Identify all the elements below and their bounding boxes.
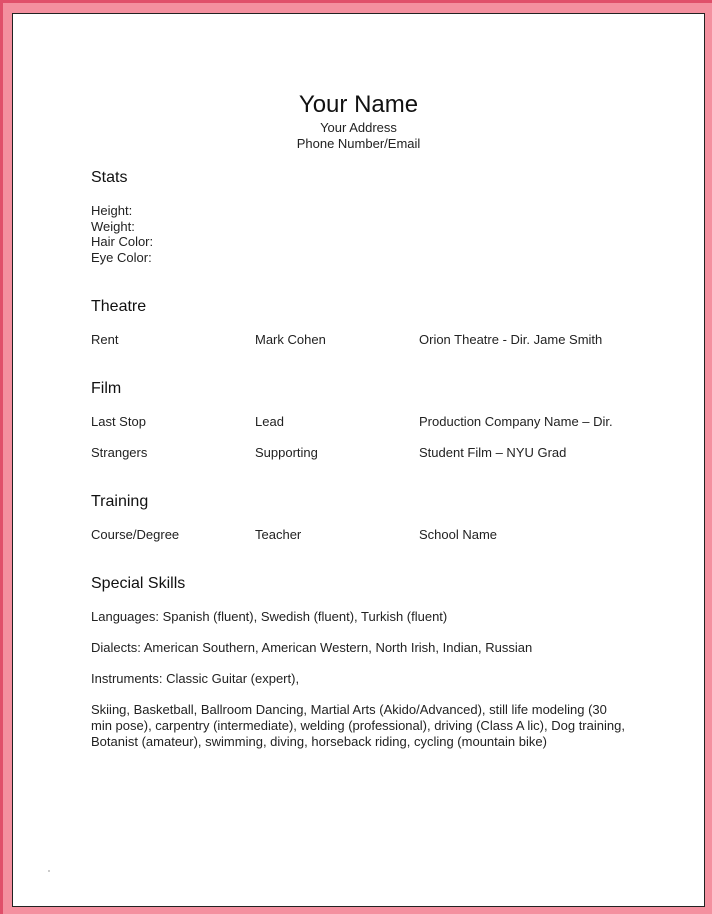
applicant-address: Your Address — [320, 120, 397, 135]
film-heading: Film — [91, 380, 122, 397]
theatre-row — [91, 332, 651, 348]
applicant-name: Your Name — [298, 91, 419, 118]
training-course: Course/Degree — [91, 527, 180, 542]
special-skills-heading: Special Skills — [91, 575, 186, 592]
theatre-show: Rent — [91, 332, 119, 347]
film-row — [91, 414, 651, 430]
skills-instruments: Instruments: Classic Guitar (expert), — [91, 671, 300, 686]
stat-height: Height: — [91, 203, 133, 218]
resume-sheet — [12, 13, 705, 907]
film-company: Student Film – NYU Grad — [419, 445, 567, 460]
training-school: School Name — [419, 527, 498, 542]
film-row — [91, 445, 651, 461]
theatre-heading: Theatre — [91, 298, 147, 315]
speck-mark — [48, 870, 50, 872]
theatre-role: Mark Cohen — [255, 332, 326, 347]
skills-other: Skiing, Basketball, Ballroom Dancing, Martial Arts (Akido/Advanced), still life modeling (30 min pose), carpentry (intermediate), welding (professional), driving (Class A lic), Dog training, Botanist (amateur), swimming, diving, horseback riding, cycling (mountain bike) — [91, 702, 625, 749]
stats-heading: Stats — [91, 169, 128, 186]
film-role: Lead — [255, 414, 284, 429]
skills-dialects: Dialects: American Southern, American Western, North Irish, Indian, Russian — [91, 640, 533, 655]
film-show: Strangers — [91, 445, 148, 460]
stat-eye-color: Eye Color: — [91, 250, 152, 265]
skills-languages: Languages: Spanish (fluent), Swedish (fluent), Turkish (fluent) — [91, 609, 448, 624]
resume-header — [13, 90, 704, 152]
training-heading: Training — [91, 493, 149, 510]
training-row — [91, 527, 651, 543]
film-role: Supporting — [255, 445, 318, 460]
training-teacher: Teacher — [255, 527, 302, 542]
film-company: Production Company Name – Dir. — [419, 414, 613, 429]
film-show: Last Stop — [91, 414, 146, 429]
applicant-contact: Phone Number/Email — [296, 136, 421, 151]
stat-weight: Weight: — [91, 219, 135, 234]
theatre-venue: Orion Theatre - Dir. Jame Smith — [419, 332, 603, 347]
stat-hair-color: Hair Color: — [91, 234, 154, 249]
